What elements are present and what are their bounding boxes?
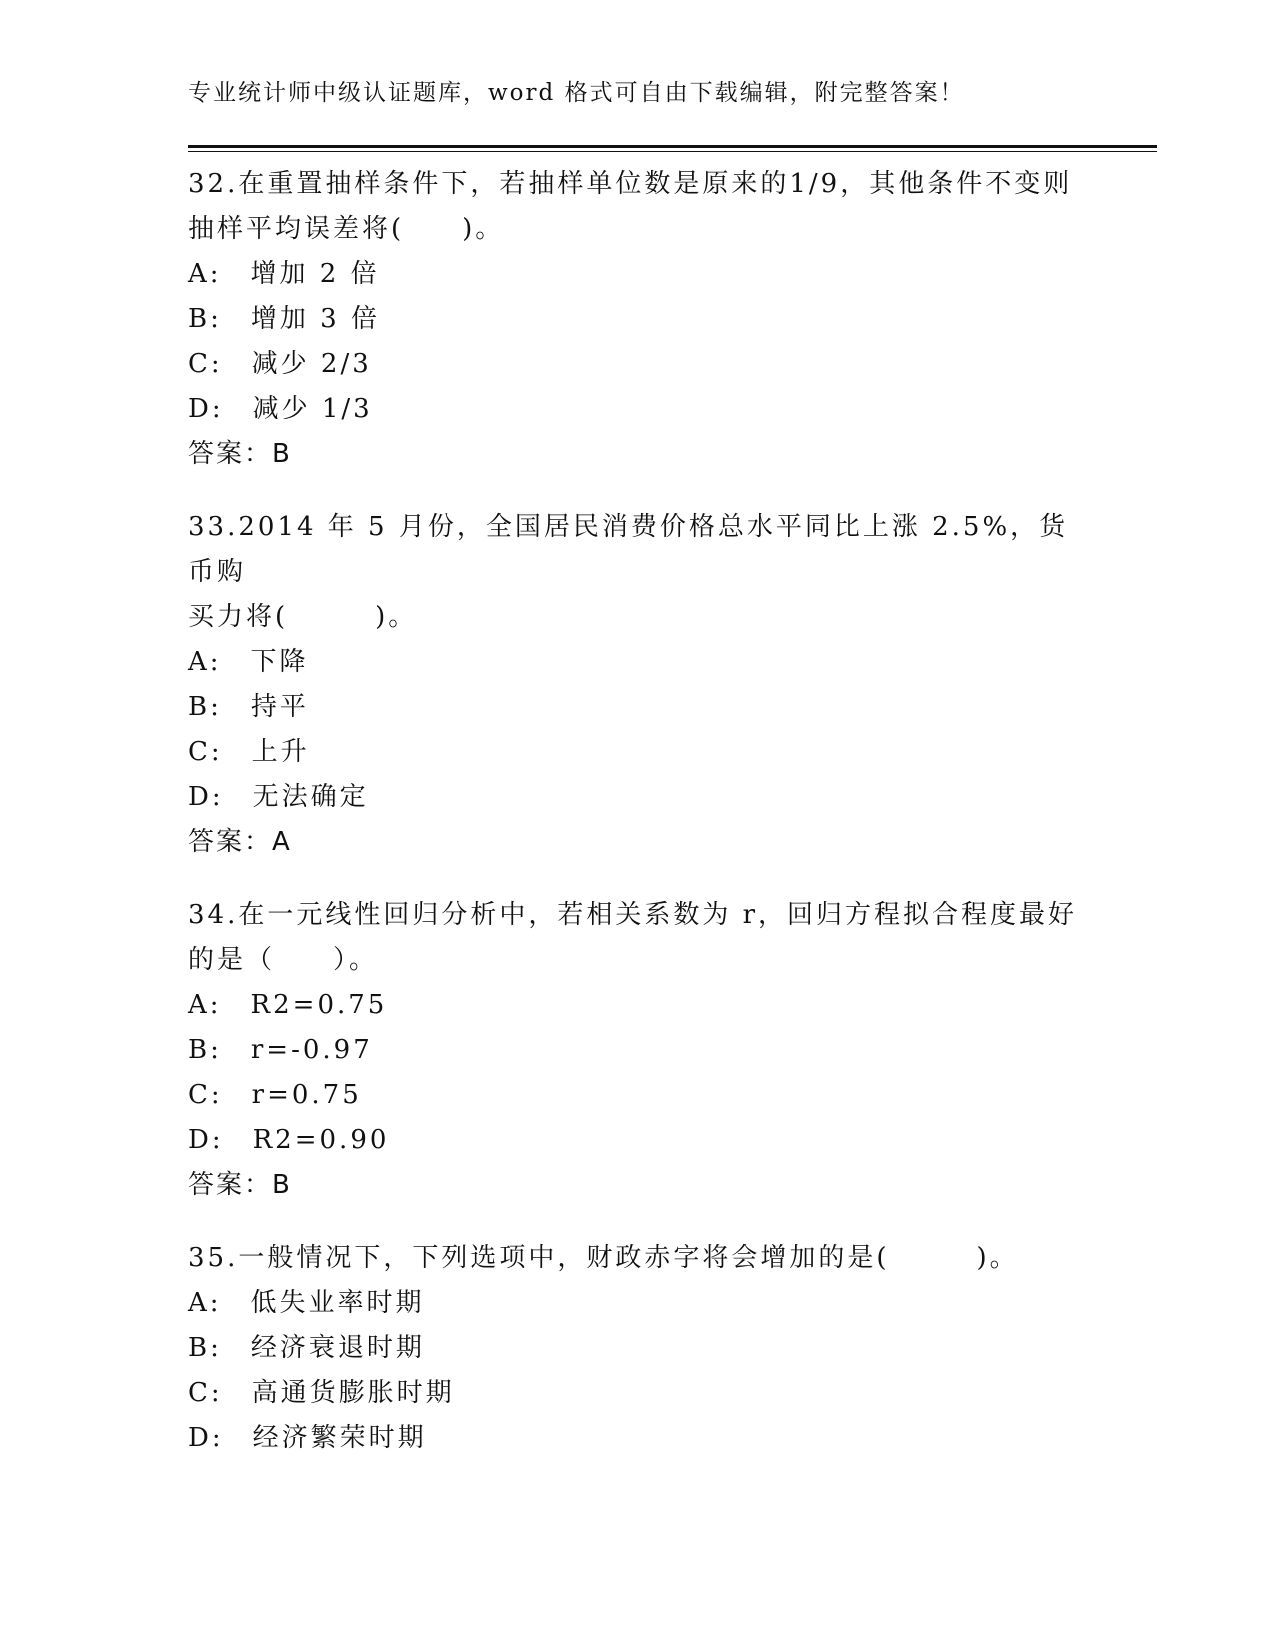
option-b: B: 经济衰退时期 [188, 1333, 425, 1363]
option-b: B: 持平 [188, 692, 309, 722]
header-rule-thick [188, 145, 1157, 148]
question-stem-line: 33.2014 年 5 月份，全国居民消费价格总水平同比上涨 2.5%，货币购 [188, 512, 1069, 587]
question-list [188, 162, 1088, 1489]
question-33 [188, 505, 1088, 865]
option-a: A: 低失业率时期 [188, 1288, 425, 1318]
question-35 [188, 1236, 1088, 1461]
question-stem-line: 35.一般情况下，下列选项中，财政赤字将会增加的是( )。 [188, 1243, 1019, 1273]
answer-line: 答案：B [188, 1170, 292, 1200]
option-d: D: R2=0.90 [188, 1125, 390, 1155]
option-d: D: 减少 1/3 [188, 394, 373, 424]
option-a: A: 增加 2 倍 [188, 259, 380, 289]
header-rule-thin [188, 151, 1157, 152]
question-32 [188, 162, 1088, 477]
question-stem-line: 的是（ ）。 [188, 945, 379, 975]
option-c: C: r=0.75 [188, 1080, 362, 1110]
question-34 [188, 893, 1088, 1208]
option-b: B: r=-0.97 [188, 1035, 373, 1065]
option-c: C: 减少 2/3 [188, 349, 372, 379]
answer-line: 答案：B [188, 439, 292, 469]
option-a: A: 下降 [188, 647, 309, 677]
question-stem-line: 34.在一元线性回归分析中，若相关系数为 r，回归方程拟合程度最好 [188, 900, 1078, 930]
page-header: 专业统计师中级认证题库，word 格式可自由下载编辑，附完整答案！ [188, 80, 965, 106]
question-stem-line: 抽样平均误差将( )。 [188, 214, 505, 244]
option-b: B: 增加 3 倍 [188, 304, 380, 334]
option-c: C: 上升 [188, 737, 310, 767]
option-d: D: 无法确定 [188, 782, 369, 812]
option-c: C: 高通货膨胀时期 [188, 1378, 455, 1408]
question-stem-line: 32.在重置抽样条件下，若抽样单位数是原来的1/9，其他条件不变则 [188, 169, 1073, 199]
option-a: A: R2=0.75 [188, 990, 388, 1020]
answer-line: 答案：A [188, 827, 292, 857]
option-d: D: 经济繁荣时期 [188, 1423, 427, 1453]
question-stem-line: 买力将( )。 [188, 602, 418, 632]
